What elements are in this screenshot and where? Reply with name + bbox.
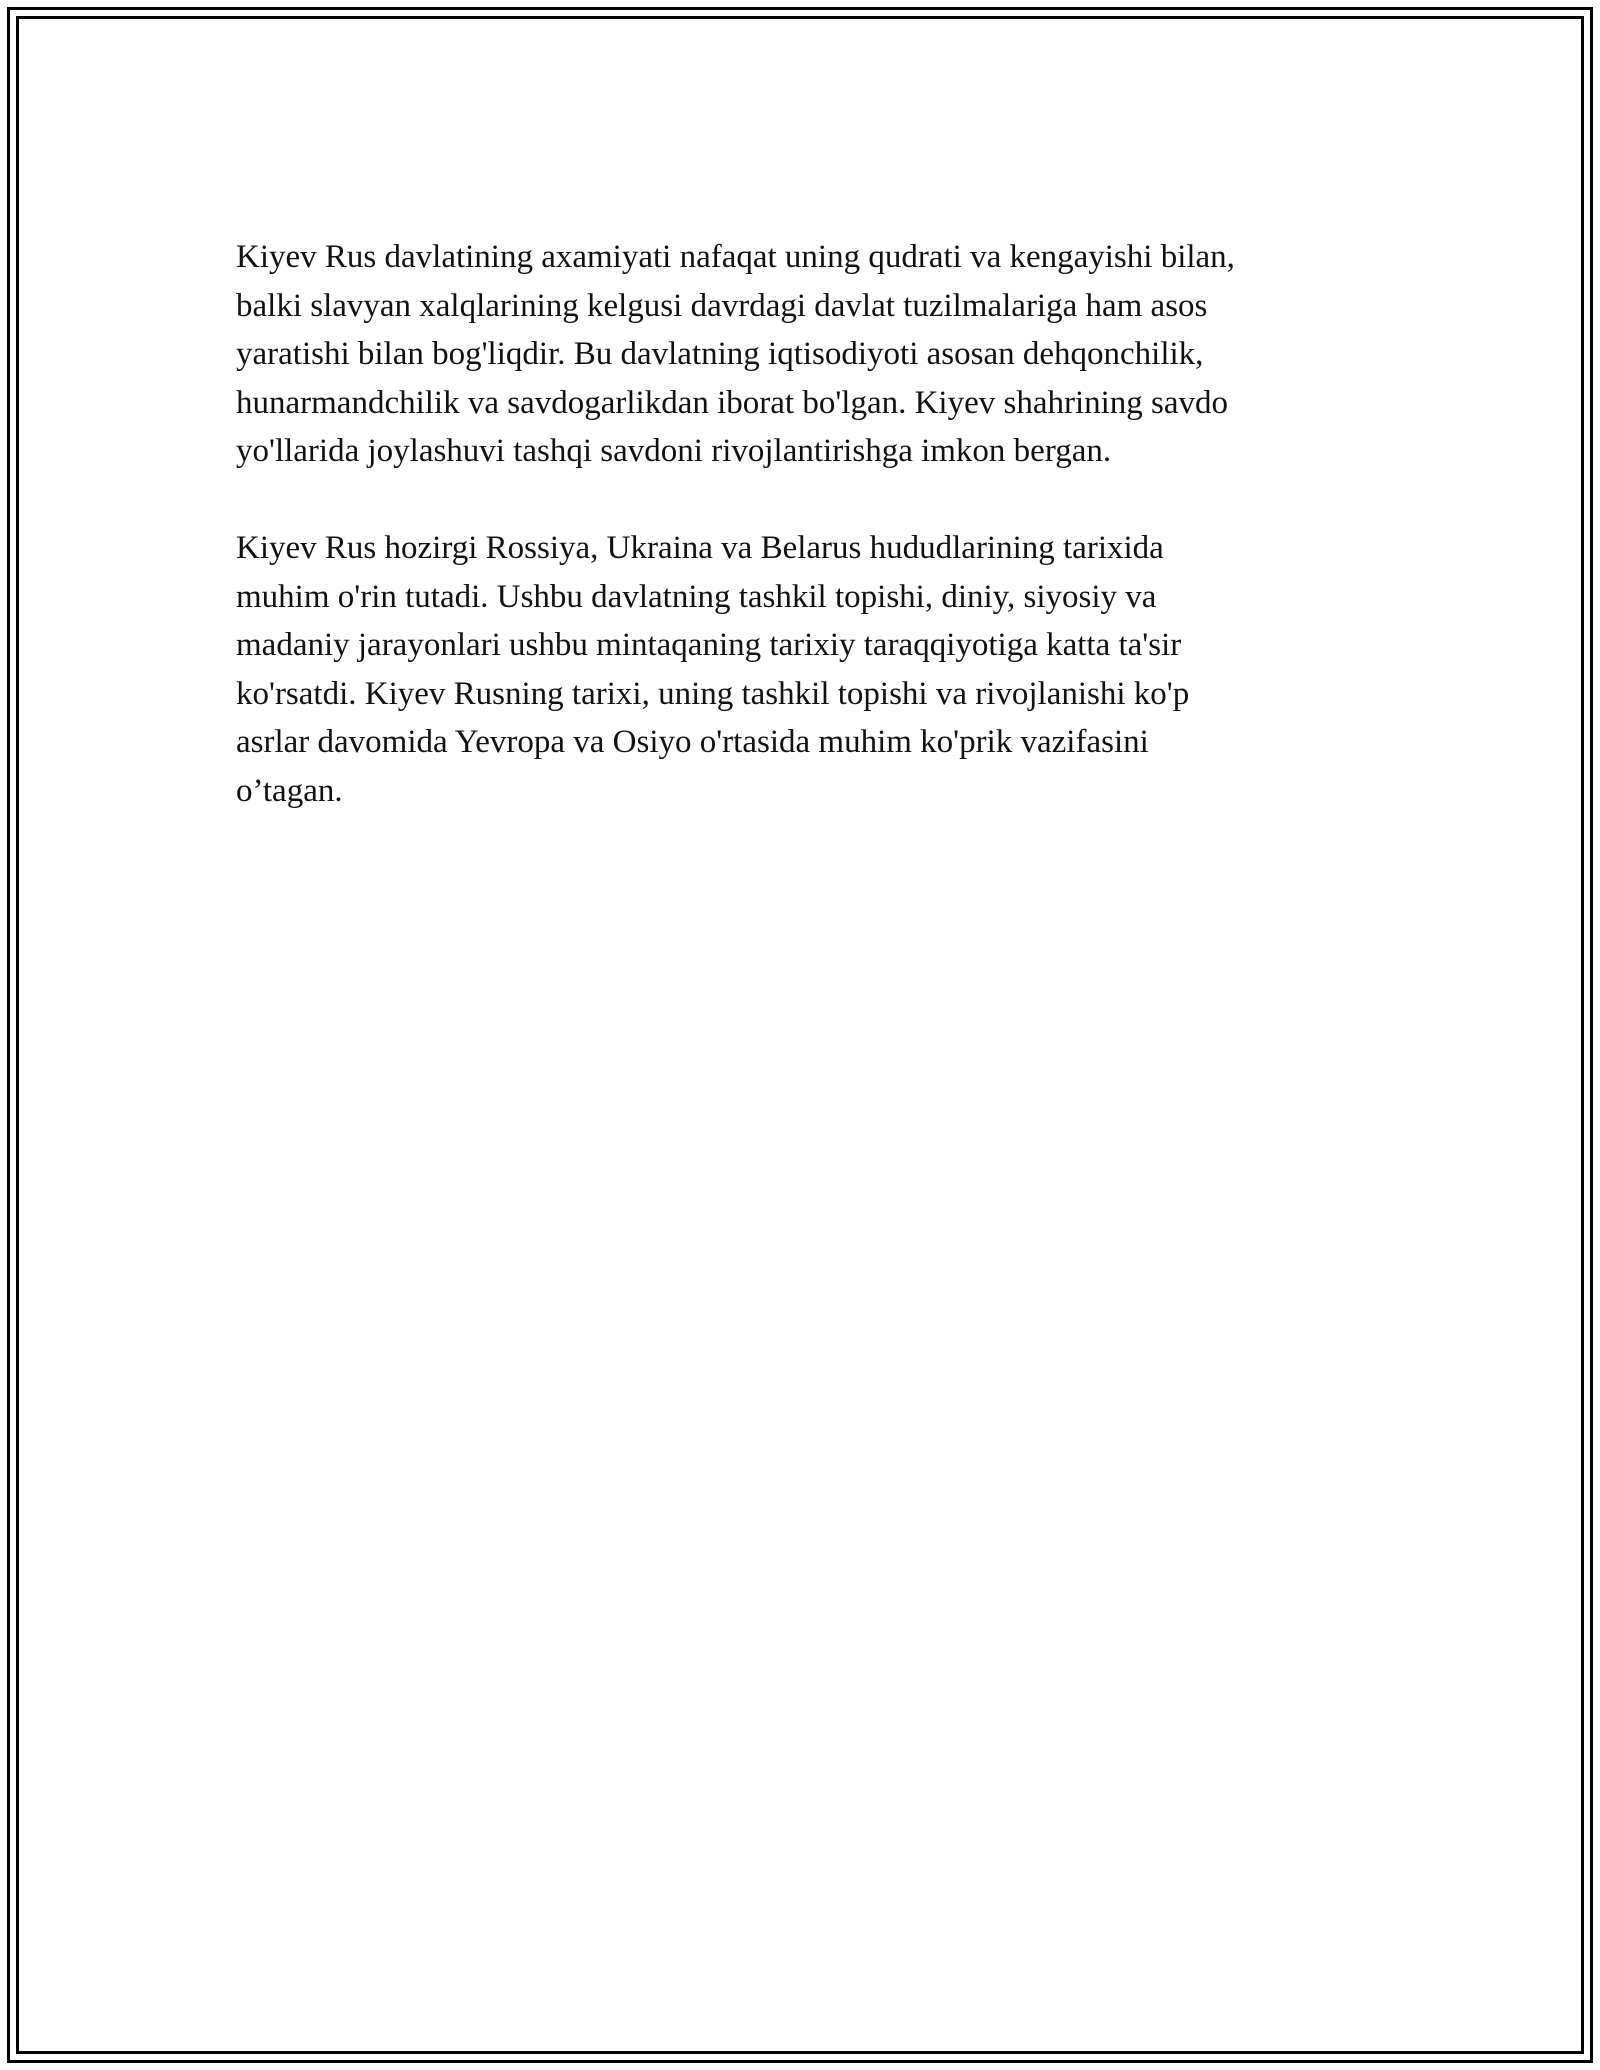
paragraph-2 (236, 524, 1376, 815)
text-line: o’tagan. (236, 772, 343, 809)
text-line: Kiyev Rus davlatining axamiyati nafaqat uning qudrati va kengayishi bilan, (236, 239, 1235, 275)
text-line: muhim o'rin tutadi. Ushbu davlatning tashkil topishi, diniy, siyosiy va (236, 578, 1157, 615)
paragraph-1 (236, 233, 1376, 476)
text-line: balki slavyan xalqlarining kelgusi davrdagi davlat tuzilmalariga ham asos (236, 287, 1208, 324)
text-line: yaratishi bilan bog'liqdir. Bu davlatning iqtisodiyoti asosan dehqonchilik, (236, 336, 1204, 372)
text-line: asrlar davomida Yevropa va Osiyo o'rtasida muhim ko'prik vazifasini (236, 724, 1149, 760)
text-line: yo'llarida joylashuvi tashqi savdoni rivojlantirishga imkon bergan. (236, 433, 1112, 469)
text-line: madaniy jarayonlari ushbu mintaqaning tarixiy taraqqiyotiga katta ta'sir (236, 627, 1182, 663)
text-line: hunarmandchilik va savdogarlikdan iborat bo'lgan. Kiyev shahrining savdo (236, 384, 1229, 421)
document-body (236, 233, 1376, 815)
text-line: Kiyev Rus hozirgi Rossiya, Ukraina va Belarus hududlarining tarixida (236, 530, 1164, 566)
text-line: ko'rsatdi. Kiyev Rusning tarixi, uning tashkil topishi va rivojlanishi ko'p (236, 675, 1190, 712)
